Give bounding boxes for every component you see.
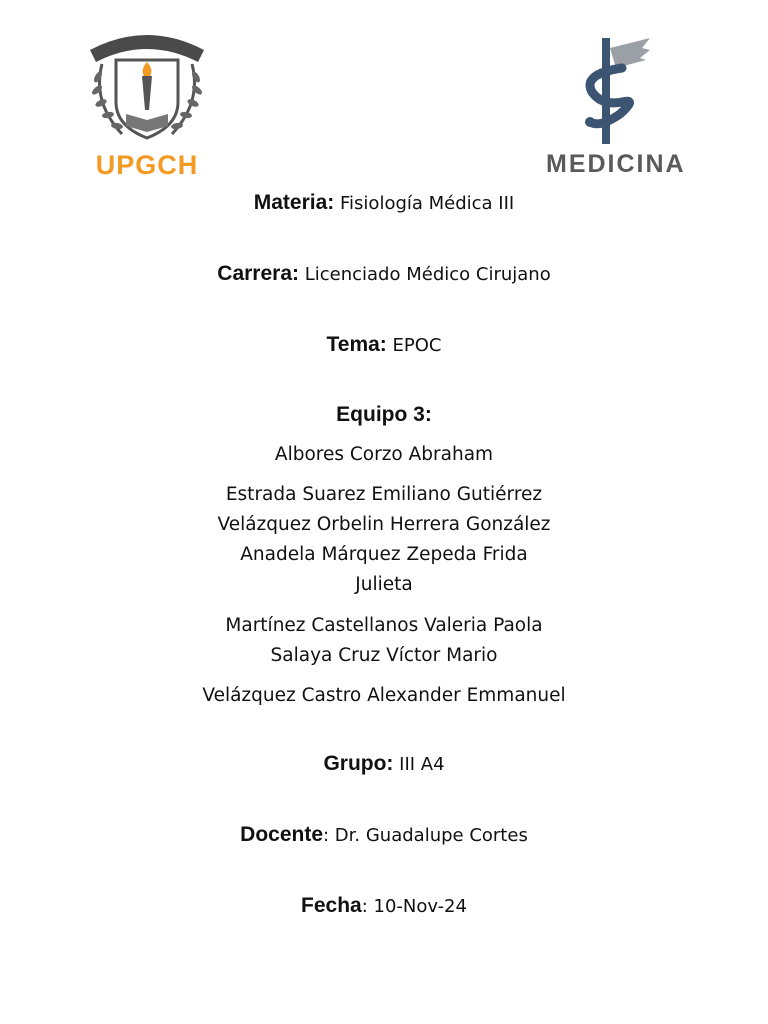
member-4: Anadela Márquez Zepeda Frida bbox=[240, 544, 528, 565]
medicina-logo bbox=[546, 30, 686, 185]
grupo-label: Grupo: bbox=[323, 752, 394, 775]
tema-line bbox=[0, 330, 768, 361]
grupo-value: III A4 bbox=[393, 754, 445, 775]
member-1: Albores Corzo Abraham bbox=[274, 444, 494, 465]
materia-line bbox=[0, 188, 768, 219]
member-6: Martínez Castellanos Valeria Paola bbox=[225, 615, 543, 636]
member-8: Velázquez Castro Alexander Emmanuel bbox=[202, 685, 566, 706]
carrera-label: Carrera: bbox=[217, 262, 299, 285]
docente-label: Docente bbox=[240, 823, 324, 846]
medicina-logo-text: MEDICINA bbox=[546, 150, 686, 178]
docente-line bbox=[0, 820, 768, 851]
upgch-logo-text: UPGCH bbox=[95, 150, 199, 180]
equipo-label: Equipo 3: bbox=[336, 403, 432, 426]
tema-value: EPOC bbox=[386, 335, 442, 356]
equipo-line bbox=[0, 400, 768, 431]
carrera-value: Licenciado Médico Cirujano bbox=[299, 264, 551, 285]
fecha-line bbox=[0, 891, 768, 922]
docente-value: : Dr. Guadalupe Cortes bbox=[323, 825, 528, 846]
member-3: Velázquez Orbelin Herrera González bbox=[217, 514, 551, 535]
member-7: Salaya Cruz Víctor Mario bbox=[270, 645, 498, 666]
tema-label: Tema: bbox=[326, 333, 387, 356]
member-5: Julieta bbox=[355, 574, 413, 595]
fecha-label: Fecha bbox=[301, 894, 362, 917]
upgch-logo bbox=[82, 22, 212, 182]
materia-value: Fisiología Médica III bbox=[334, 193, 515, 214]
fecha-value: : 10-Nov-24 bbox=[361, 896, 467, 917]
member-2: Estrada Suarez Emiliano Gutiérrez bbox=[225, 484, 543, 505]
caduceus-icon bbox=[546, 30, 666, 148]
materia-label: Materia: bbox=[253, 191, 335, 214]
grupo-line bbox=[0, 749, 768, 780]
carrera-line bbox=[0, 259, 768, 290]
upgch-crest-icon bbox=[82, 22, 212, 147]
